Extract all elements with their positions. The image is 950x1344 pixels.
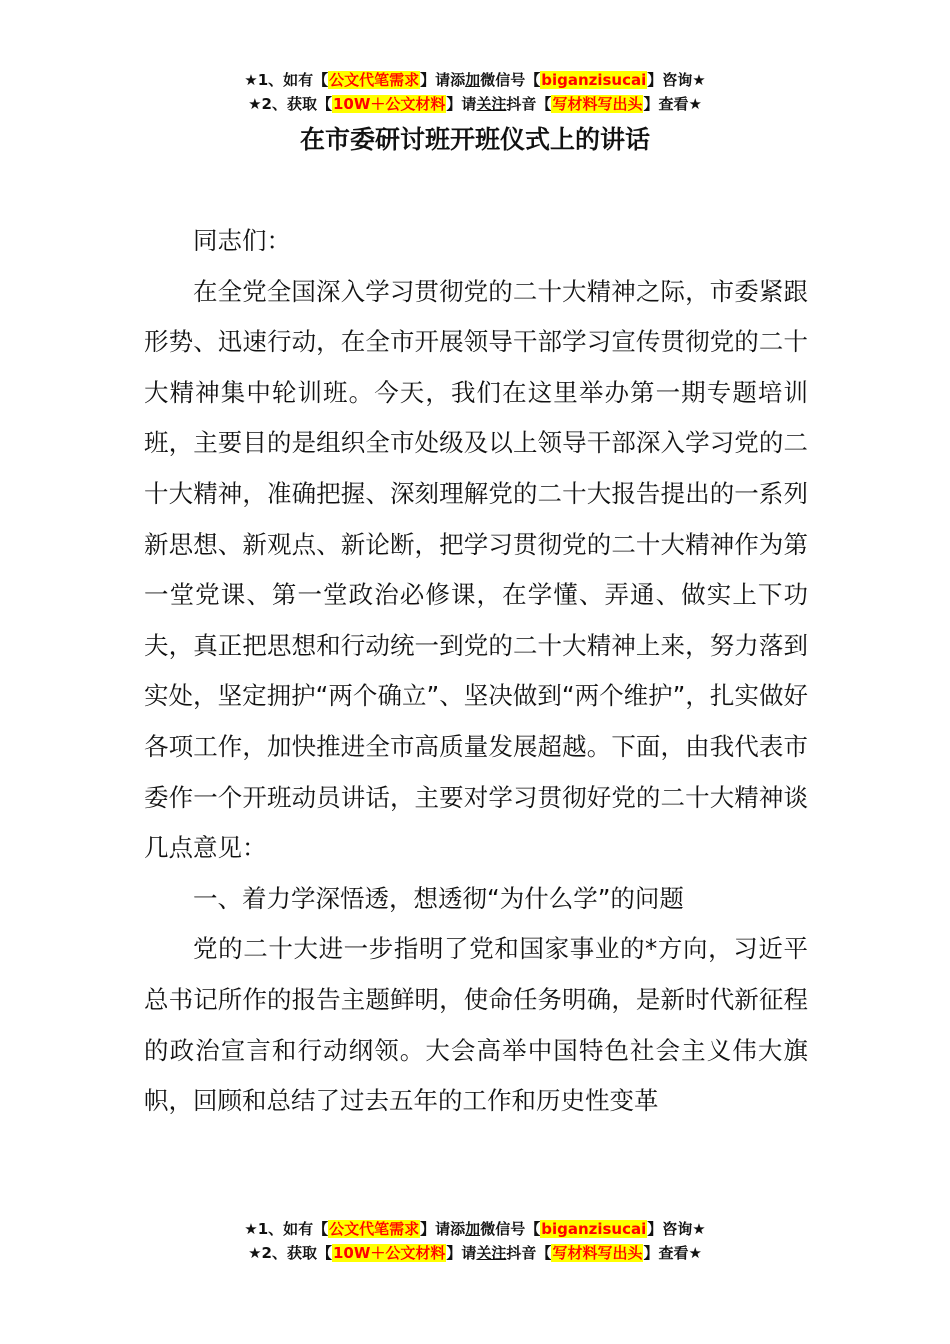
banner-text: 】请 bbox=[446, 1244, 477, 1262]
highlight-text: biganzisucai bbox=[541, 1220, 647, 1238]
body-paragraph: 党的二十大进一步指明了党和国家事业的*方向，习近平总书记所作的报告主题鲜明，使命任务明确，是新时代新征程的政治宣言和行动纲领。大会高举中国特色社会主义伟大旗帜，回顾和总结了过去五年的工作和历史性变革 bbox=[144, 934, 808, 1116]
banner-text: 】请添 bbox=[420, 71, 466, 89]
banner-text: 微信号【 bbox=[480, 1220, 541, 1238]
underlined-text: 关注 bbox=[476, 95, 507, 113]
banner-text: 微信号【 bbox=[480, 71, 541, 89]
document-title: 在市委研讨班开班仪式上的讲话 bbox=[299, 125, 650, 154]
banner-line-1 bbox=[0, 1217, 950, 1241]
star-icon: ★ bbox=[248, 95, 262, 113]
highlight-text: 公文代笔需求 bbox=[329, 71, 420, 89]
star-icon: ★ bbox=[244, 71, 258, 89]
star-icon: ★ bbox=[244, 1220, 258, 1238]
footer-banner bbox=[0, 1217, 950, 1265]
header-banner bbox=[0, 68, 950, 116]
banner-line-2 bbox=[0, 92, 950, 116]
star-icon: ★ bbox=[248, 1244, 262, 1262]
highlight-text: 写材料写出头 bbox=[552, 95, 643, 113]
banner-text: 】查看 bbox=[643, 1244, 689, 1262]
banner-text: 1、如有【 bbox=[257, 71, 329, 89]
banner-text: 】请添 bbox=[420, 1220, 466, 1238]
star-icon: ★ bbox=[688, 1244, 702, 1262]
highlight-text: 10W＋公文材料 bbox=[332, 95, 446, 113]
section-heading: 一、着力学深悟透，想透彻“为什么学”的问题 bbox=[193, 883, 684, 913]
highlight-text: 10W＋公文材料 bbox=[332, 1244, 446, 1262]
document-body bbox=[144, 216, 808, 1127]
banner-text: 2、获取【 bbox=[261, 95, 332, 113]
highlight-text: biganzisucai bbox=[541, 71, 647, 89]
highlight-text: 公文代笔需求 bbox=[329, 1220, 420, 1238]
banner-text: 2、获取【 bbox=[261, 1244, 332, 1262]
banner-text: 1、如有【 bbox=[257, 1220, 329, 1238]
star-icon: ★ bbox=[692, 1220, 706, 1238]
banner-text: 】咨询 bbox=[647, 1220, 693, 1238]
banner-line-1 bbox=[0, 68, 950, 92]
salutation: 同志们： bbox=[193, 226, 291, 255]
underlined-text: 关注 bbox=[476, 1244, 507, 1262]
banner-line-2 bbox=[0, 1241, 950, 1265]
banner-text: 抖音【 bbox=[506, 1244, 552, 1262]
banner-text: 抖音【 bbox=[506, 95, 552, 113]
star-icon: ★ bbox=[688, 95, 702, 113]
underlined-text: 加 bbox=[465, 1220, 481, 1238]
star-icon: ★ bbox=[692, 71, 706, 89]
underlined-text: 加 bbox=[465, 71, 481, 89]
banner-text: 】查看 bbox=[643, 95, 689, 113]
banner-text: 】咨询 bbox=[647, 71, 693, 89]
body-paragraph: 在全党全国深入学习贯彻党的二十大精神之际，市委紧跟形势、迅速行动，在全市开展领导干部学习宣传贯彻党的二十大精神集中轮训班。今天，我们在这里举办第一期专题培训班，主要目的是组织全市处级及以上领导干部深入学习党的二十大精神，准确把握、深刻理解党的二十大报告提出的一系列新思想、新观点、新论断，把学习贯彻党的二十大精神作为第一堂党课、第一堂政治必修课，在学懂、弄通、做实上下功夫，真正把思想和行动统一到党的二十大精神上来，努力落到实处，坚定拥护“两个确立”、坚决做到“两个维护”，扎实做好各项工作，加快推进全市高质量发展超越。下面，由我代表市委作一个开班动员讲话，主要对学习贯彻好党的二十大精神谈几点意见： bbox=[144, 276, 808, 863]
banner-text: 】请 bbox=[446, 95, 477, 113]
highlight-text: 写材料写出头 bbox=[552, 1244, 643, 1262]
